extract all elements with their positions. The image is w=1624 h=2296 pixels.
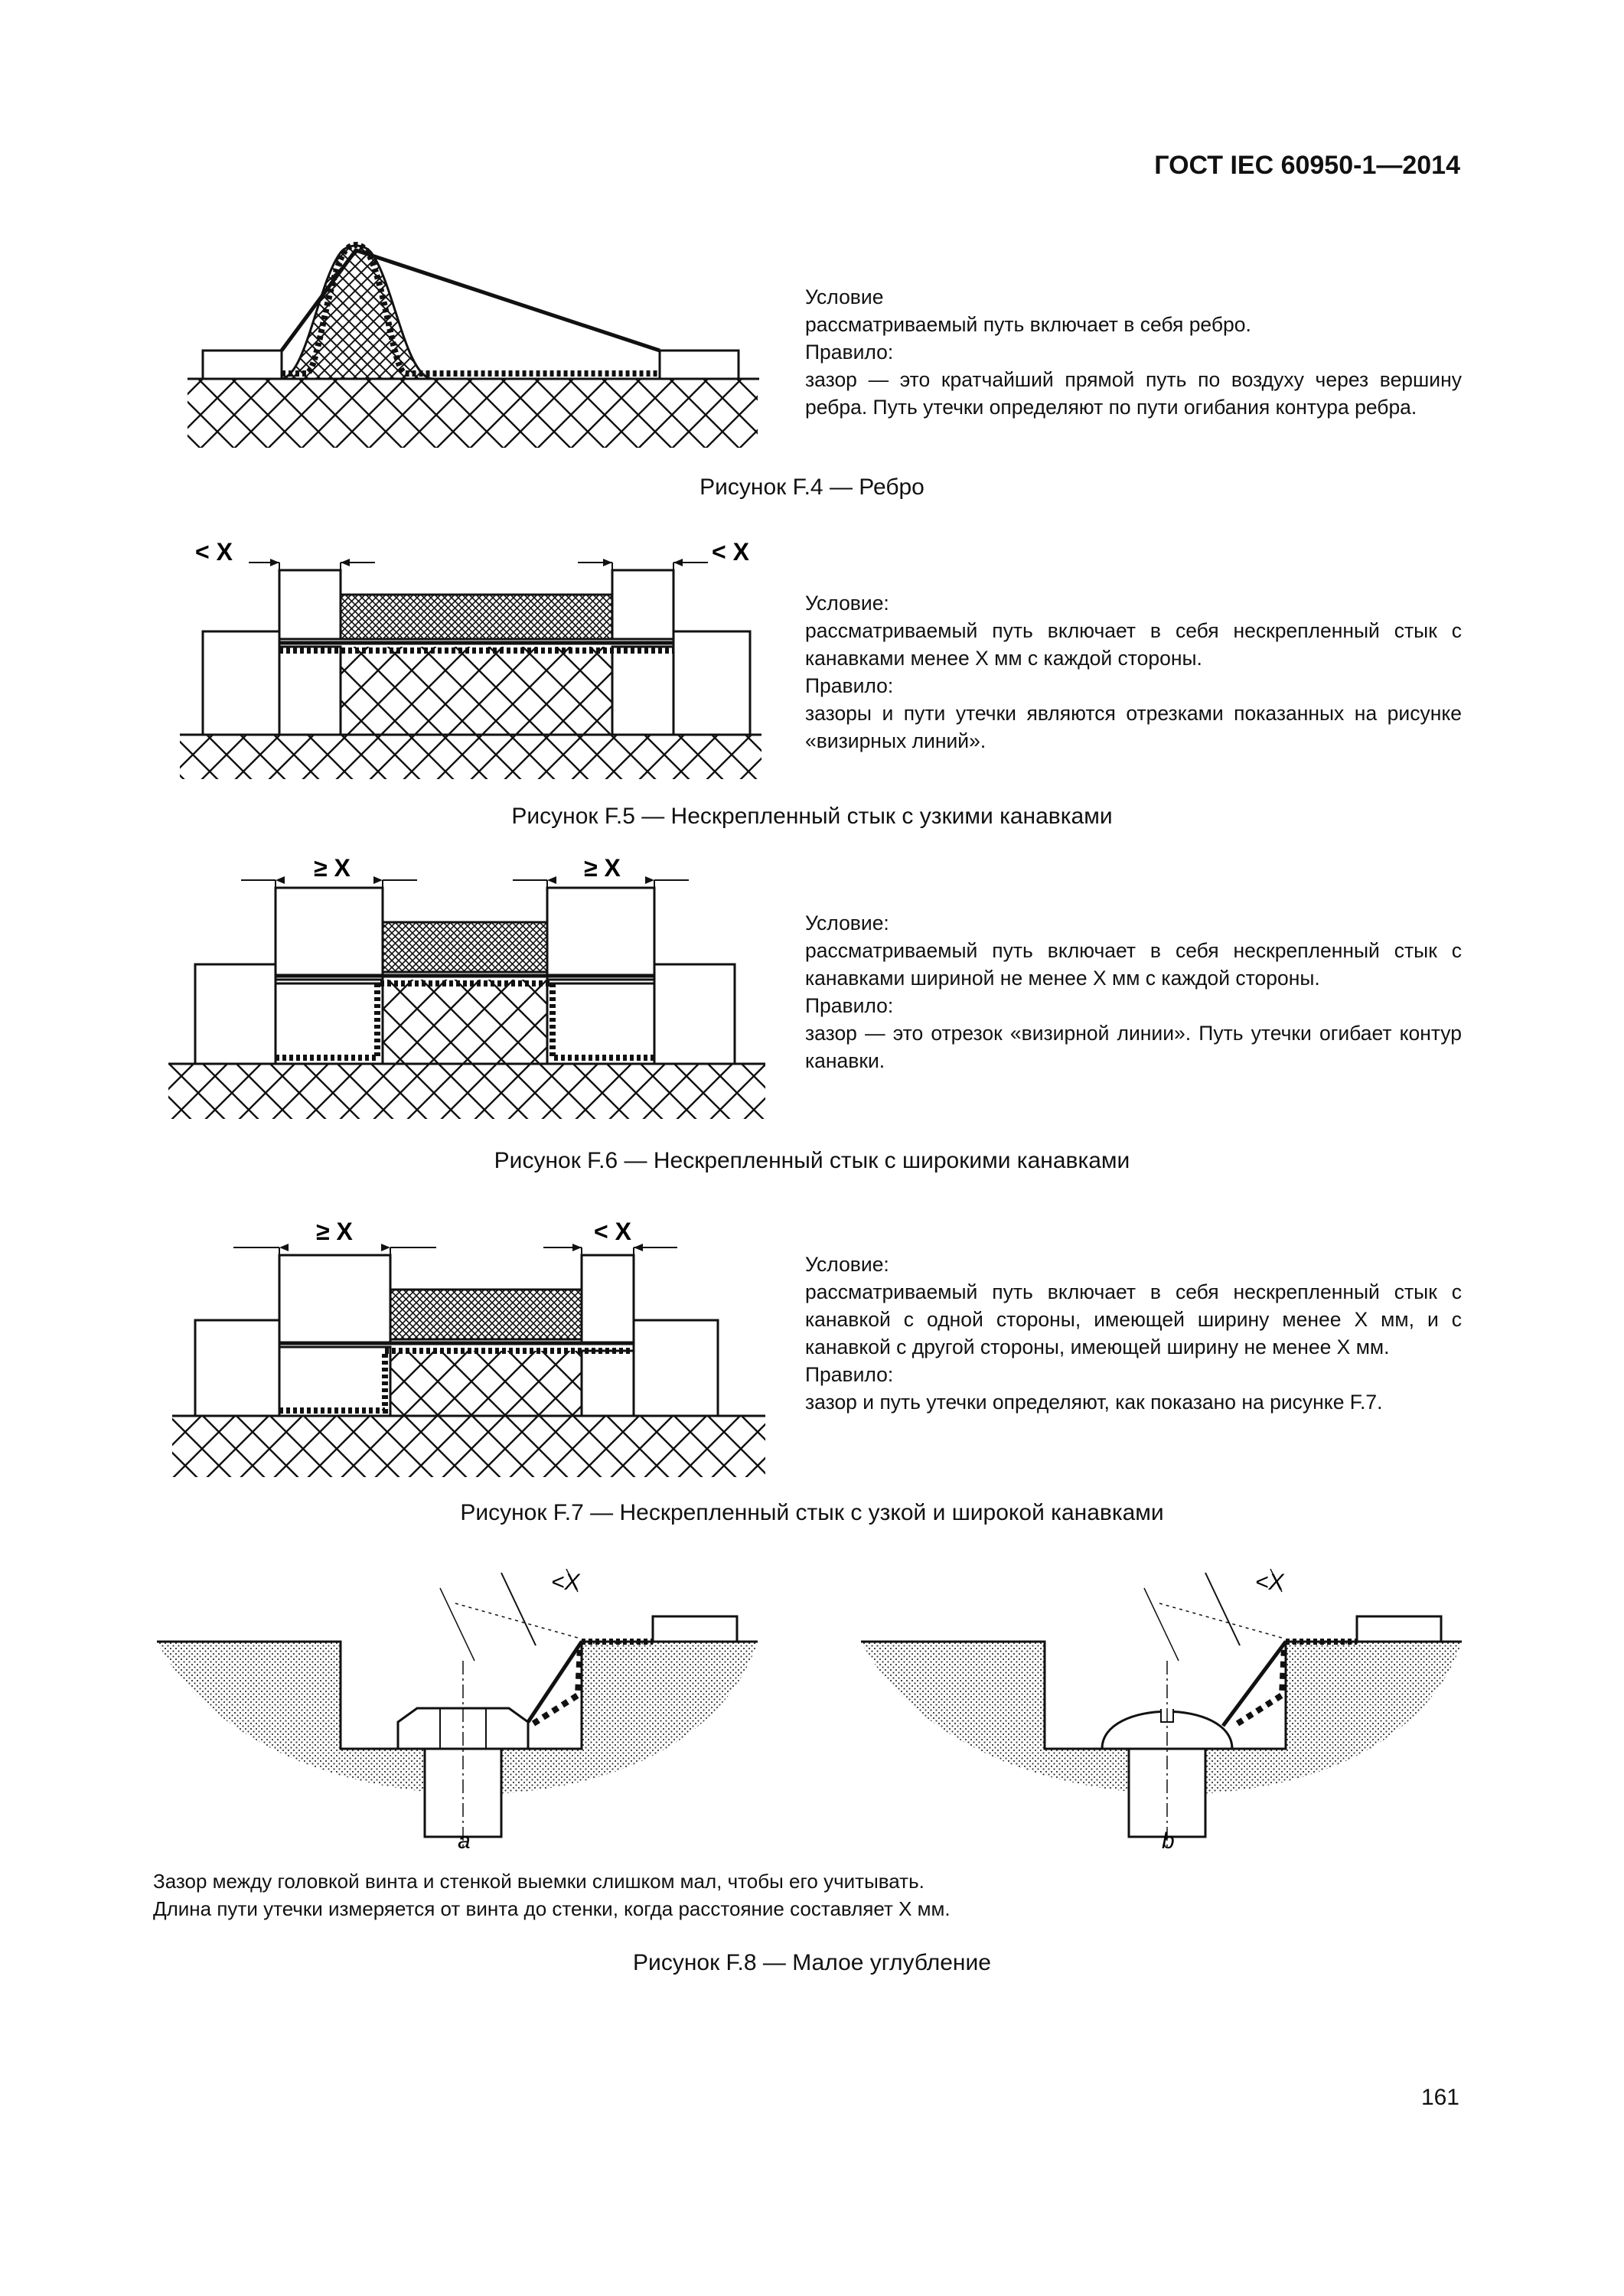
narrow-gap-label-right: < X: [712, 538, 749, 566]
narrow-gap-label-left: < X: [195, 538, 233, 566]
document-header: ГОСТ IEC 60950-1—2014: [1154, 151, 1460, 180]
figure-f4-text: [805, 283, 1462, 421]
rule-heading: Правило:: [805, 674, 894, 697]
condition-text: рассматриваемый путь включает в себя ребро.: [805, 313, 1251, 336]
condition-text: рассматриваемый путь включает в себя нескрепленный стык с канавкой с одной стороны, имеющей ширину менее X мм, и с канавкой с другой стороны, имеющей ширину не менее X мм.: [805, 1280, 1462, 1358]
note-line: Зазор между головкой винта и стенкой выемки слишком мал, чтобы его учитывать.: [153, 1870, 925, 1893]
subfigure-a-label: a: [458, 1828, 471, 1854]
figure-f8-caption: Рисунок F.8 — Малое углубление: [633, 1950, 991, 1975]
small-gap-label: <X: [1255, 1570, 1284, 1595]
figure-f6-caption: Рисунок F.6 — Нескрепленный стык с широкими канавками: [494, 1148, 1130, 1173]
figure-f8b-drawing: [857, 1561, 1469, 1852]
condition-heading: Условие:: [805, 912, 889, 934]
rule-text: зазоры и пути утечки являются отрезками показанных на рисунке «визирных линий».: [805, 702, 1462, 752]
figure-f5-text: [805, 589, 1462, 755]
condition-text: рассматриваемый путь включает в себя нескрепленный стык с канавками шириной не менее X мм с каждой стороны.: [805, 939, 1462, 990]
condition-heading: Условие: [805, 285, 884, 308]
figure-f4-caption: Рисунок F.4 — Ребро: [699, 475, 925, 500]
rule-text: зазор — это отрезок «визирной линии». Путь утечки огибает контур канавки.: [805, 1022, 1462, 1072]
wide-gap-label: ≥ X: [316, 1218, 353, 1245]
condition-text: рассматриваемый путь включает в себя нескрепленный стык с канавками менее X мм с каждой стороны.: [805, 619, 1462, 670]
rule-text: зазор и путь утечки определяют, как показано на рисунке F.7.: [805, 1391, 1383, 1414]
note-line: Длина пути утечки измеряется от винта до стенки, когда расстояние составляет X мм.: [153, 1897, 951, 1920]
figure-f5-drawing: [176, 536, 781, 781]
figure-f6-drawing: [165, 854, 769, 1125]
figure-f4-drawing: [184, 230, 781, 452]
wide-gap-label-right: ≥ X: [584, 854, 621, 882]
small-gap-label: <X: [551, 1570, 580, 1595]
rule-heading: Правило:: [805, 994, 894, 1017]
rule-text: зазор — это кратчайший прямой путь по воздуху через вершину ребра. Путь утечки определяют по пути огибания контура ребра.: [805, 368, 1462, 419]
condition-heading: Условие:: [805, 592, 889, 615]
wide-gap-label-left: ≥ X: [314, 854, 351, 882]
condition-heading: Условие:: [805, 1253, 889, 1276]
figure-f7-text: [805, 1251, 1462, 1416]
figure-f6-text: [805, 909, 1462, 1075]
figure-f8a-drawing: [153, 1561, 765, 1852]
narrow-gap-label: < X: [594, 1218, 631, 1245]
rule-heading: Правило:: [805, 341, 894, 364]
page-number: 161: [1420, 2085, 1459, 2110]
figure-f5-caption: Рисунок F.5 — Нескрепленный стык с узкими канавками: [511, 804, 1113, 829]
figure-f8-notes: [153, 1867, 951, 1923]
rule-heading: Правило:: [805, 1363, 894, 1386]
figure-f7-drawing: [168, 1213, 773, 1481]
subfigure-b-label: b: [1162, 1828, 1175, 1854]
figure-f7-caption: Рисунок F.7 — Нескрепленный стык с узкой и широкой канавками: [460, 1500, 1164, 1525]
